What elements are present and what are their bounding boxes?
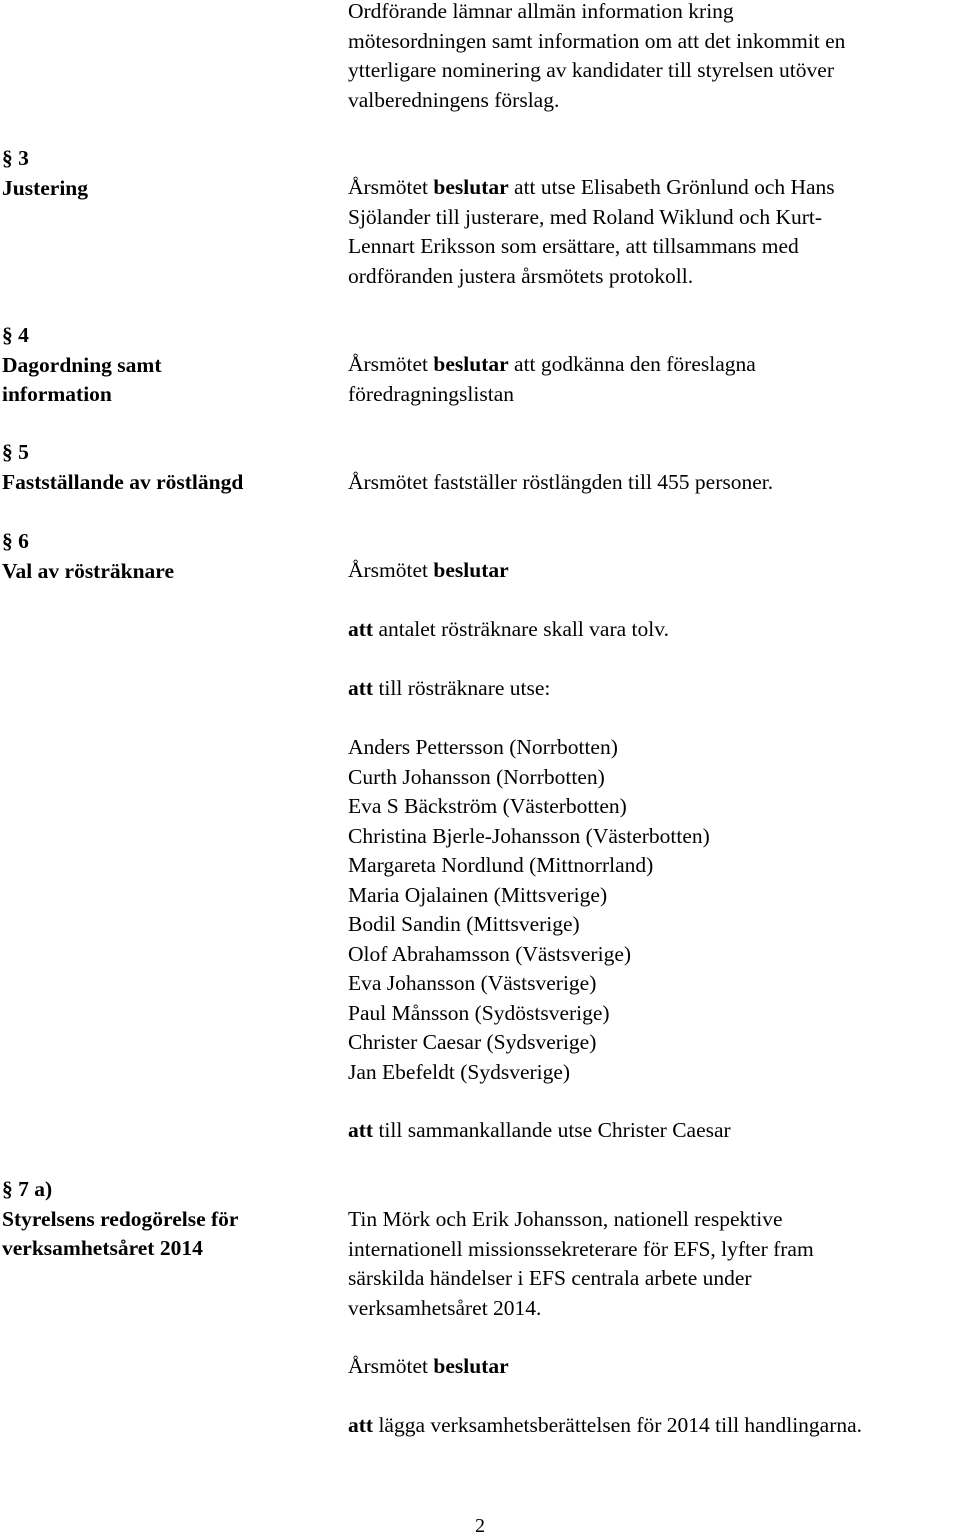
counter-list <box>348 733 710 1087</box>
list-item: Eva Johansson (Västsverige) <box>348 971 597 995</box>
att-keyword: att <box>348 1413 374 1437</box>
att-clause-report <box>348 1411 862 1441</box>
list-item: Bodil Sandin (Mittsverige) <box>348 912 580 936</box>
section-title: verksamhetsåret 2014 <box>2 1236 203 1260</box>
att-text: till rösträknare utse: <box>373 676 551 700</box>
att-text: till sammankallande utse Christer Caesar <box>373 1118 731 1142</box>
att-keyword: att <box>348 1118 374 1142</box>
att-clause-count <box>348 615 669 645</box>
decision-verb: beslutar <box>433 352 509 376</box>
decision-line: Årsmötet fastställer röstlängden till 455 personer. <box>348 470 774 494</box>
section-marker: § 5 <box>2 440 29 464</box>
intro-line: ytterligare nominering av kandidater till styrelsen utöver <box>348 58 834 82</box>
section-4-decision <box>348 350 756 409</box>
section-3-decision <box>348 173 835 291</box>
list-item: Curth Johansson (Norrbotten) <box>348 764 605 789</box>
intro-line: valberedningens förslag. <box>348 87 560 112</box>
list-item: Olof Abrahamsson (Västsverige) <box>348 941 632 966</box>
decision-subject: Årsmötet <box>348 1354 429 1378</box>
att-clause-convener <box>348 1116 731 1146</box>
decision-subject: Årsmötet <box>348 352 429 376</box>
intro-line: mötesordningen samt information om att det inkommit en <box>348 28 846 53</box>
body-line: internationell missionssekreterare för EFS, lyfter fram <box>348 1236 814 1261</box>
page-number: 2 <box>475 1515 485 1537</box>
decision-subject: Årsmötet <box>348 558 429 582</box>
decision-line <box>348 350 756 380</box>
section-title: Dagordning samt <box>2 352 162 377</box>
intro-line: Ordförande lämnar allmän information kring <box>348 0 734 23</box>
decision-line: ordföranden justera årsmötets protokoll. <box>348 263 694 288</box>
section-marker: § 3 <box>2 146 29 170</box>
decision-verb: beslutar <box>433 1354 509 1378</box>
decision-verb: beslutar <box>433 175 509 199</box>
section-title: Justering <box>2 175 88 200</box>
decision-text: att utse Elisabeth Grönlund och Hans <box>508 175 835 199</box>
body-line: särskilda händelser i EFS centrala arbete under <box>348 1266 752 1290</box>
decision-text: att godkänna den föreslagna <box>508 352 756 376</box>
section-6-decision <box>348 556 509 586</box>
list-item: Eva S Bäckström (Västerbotten) <box>348 794 627 818</box>
section-7a-decision <box>348 1352 509 1382</box>
section-marker: § 6 <box>2 529 29 553</box>
section-title: information <box>2 382 112 406</box>
section-5-heading <box>2 438 243 497</box>
decision-line: Sjölander till justerare, med Roland Wiklund och Kurt- <box>348 204 823 229</box>
att-text: antalet rösträknare skall vara tolv. <box>373 617 669 641</box>
section-5-decision <box>348 468 773 498</box>
section-4-heading <box>2 321 161 410</box>
body-line: Tin Mörk och Erik Johansson, nationell respektive <box>348 1207 783 1231</box>
decision-line <box>348 556 509 586</box>
decision-line: Lennart Eriksson som ersättare, att tillsammans med <box>348 234 799 258</box>
section-3-heading <box>2 144 88 203</box>
decision-subject: Årsmötet <box>348 175 429 199</box>
decision-line <box>348 173 835 203</box>
decision-verb: beslutar <box>433 558 509 582</box>
list-item: Maria Ojalainen (Mittsverige) <box>348 882 608 907</box>
section-title: Val av rösträknare <box>2 558 174 583</box>
att-keyword: att <box>348 617 374 641</box>
section-title: Styrelsens redogörelse för <box>2 1206 239 1231</box>
list-item: Christina Bjerle-Johansson (Västerbotten) <box>348 823 710 848</box>
list-item: Christer Caesar (Sydsverige) <box>348 1030 597 1054</box>
intro-paragraph <box>348 0 845 115</box>
list-item: Paul Månsson (Sydöstsverige) <box>348 1000 610 1025</box>
section-marker: § 4 <box>2 323 29 347</box>
list-item: Margareta Nordlund (Mittnorrland) <box>348 853 654 877</box>
section-title: Fastställande av röstlängd <box>2 469 244 494</box>
att-clause-counters <box>348 674 550 704</box>
section-7a-heading <box>2 1175 238 1264</box>
section-7a-body <box>348 1205 814 1323</box>
att-keyword: att <box>348 676 374 700</box>
decision-line: föredragningslistan <box>348 381 514 406</box>
att-text: lägga verksamhetsberättelsen för 2014 till handlingarna. <box>373 1413 863 1437</box>
section-6-heading <box>2 527 174 586</box>
list-item: Anders Pettersson (Norrbotten) <box>348 735 618 759</box>
list-item: Jan Ebefeldt (Sydsverige) <box>348 1059 571 1084</box>
body-line: verksamhetsåret 2014. <box>348 1295 542 1320</box>
section-marker: § 7 a) <box>2 1177 53 1201</box>
